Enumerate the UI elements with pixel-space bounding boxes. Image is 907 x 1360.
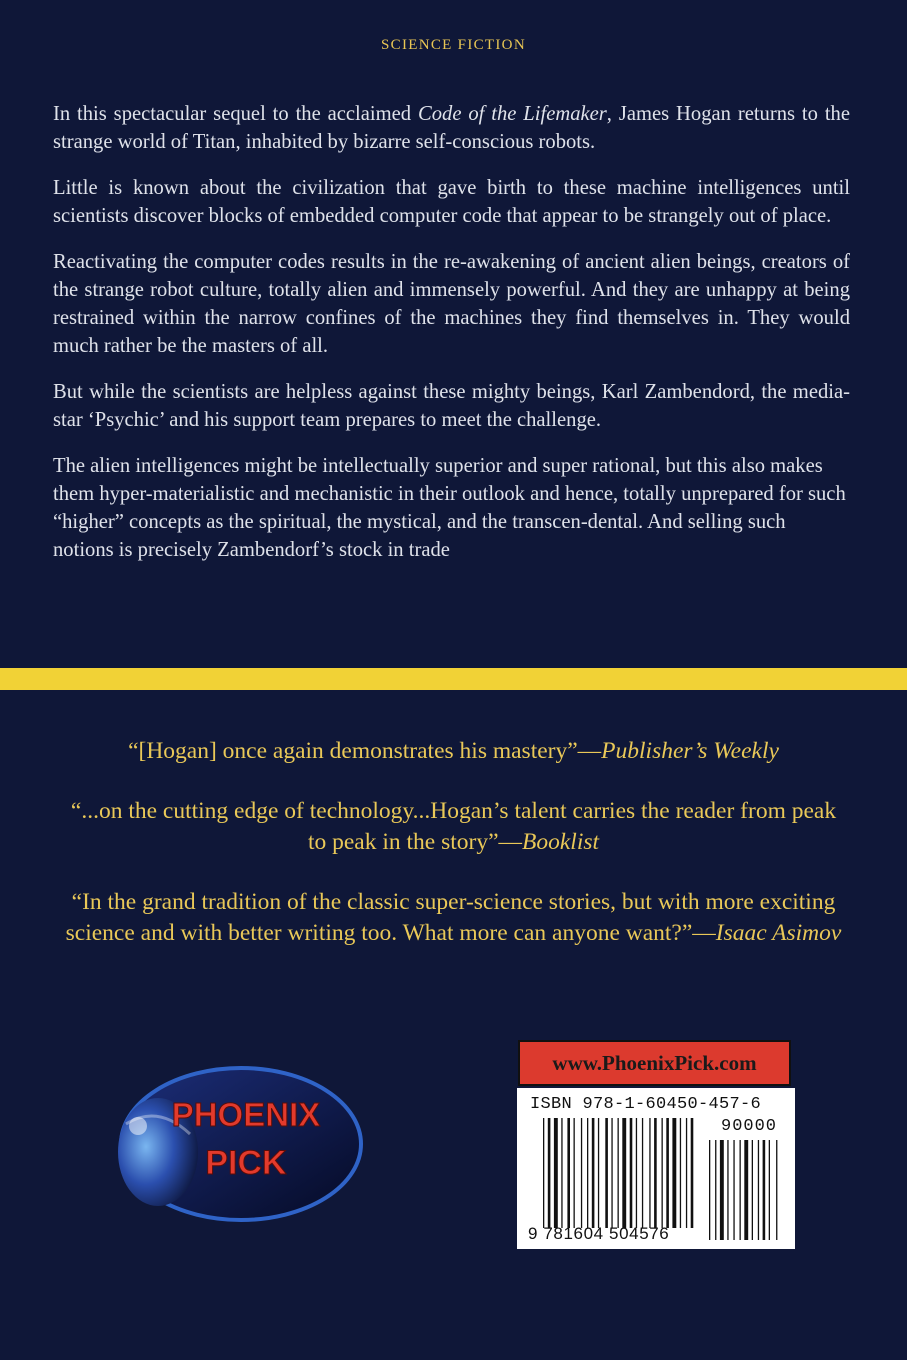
quote-source: Isaac Asimov [715, 920, 842, 946]
barcode-bar [744, 1140, 748, 1240]
publisher-url[interactable]: www.PhoenixPick.com [518, 1040, 791, 1086]
quote-source: Publisher’s Weekly [601, 738, 779, 764]
barcode-bar [622, 1118, 626, 1228]
barcode-bar [630, 1118, 633, 1228]
barcode-bar [662, 1118, 663, 1228]
barcode-bar [636, 1118, 637, 1228]
barcode-bar [740, 1140, 741, 1240]
barcode-bar [592, 1118, 595, 1228]
barcode-bar [605, 1118, 608, 1228]
barcode-bar [611, 1118, 612, 1228]
barcode-bar [752, 1140, 753, 1240]
barcode-bar [554, 1118, 558, 1228]
yellow-divider-stripe [0, 668, 907, 690]
blurb-paragraph-5: The alien intelligences might be intellectually superior and super rational, but this also makes them hyper-materialistic and mechanistic in their outlook and hence, totally unprepared for such “higher” concepts as the spiritual, the mystical, and the transcen-dental. And selling such notions is precisely Zambendorf’s stock in trade [53, 455, 846, 561]
barcode-bar [691, 1118, 694, 1228]
review-quote: “In the grand tradition of the classic super-science stories, but with more exciting science and with better writing too. What more can anyone want?”—Isaac Asimov [65, 889, 842, 946]
barcode-bar [666, 1118, 669, 1228]
barcode-bar [769, 1140, 770, 1240]
barcode-bar [672, 1118, 676, 1228]
barcode-bar [715, 1140, 716, 1240]
barcode-bar [649, 1118, 650, 1228]
logo-line-2: PICK [205, 1144, 287, 1182]
barcode-bar [758, 1140, 759, 1240]
barcode-bar [709, 1140, 710, 1240]
barcode-bar [587, 1118, 588, 1228]
review-quote: “[Hogan] once again demonstrates his mastery”—Publisher’s Weekly [128, 738, 779, 764]
blurb-paragraph-1: In this spectacular sequel to the acclaimed Code of the Lifemaker, James Hogan returns to the strange world of Titan, inhabited by bizarre self-conscious robots. [53, 103, 850, 153]
barcode-bar [574, 1118, 575, 1228]
price-code: 90000 [721, 1117, 778, 1136]
barcode-bar [642, 1118, 643, 1228]
review-quote: “...on the cutting edge of technology...Hogan’s talent carries the reader from peak to peak in the story”—Booklist [70, 798, 837, 855]
isbn-barcode [517, 1088, 795, 1249]
barcode-bar [654, 1118, 657, 1228]
quote-source: Booklist [522, 829, 600, 855]
barcode-bar [727, 1140, 728, 1240]
barcode-bar [680, 1118, 681, 1228]
genre-label: SCIENCE FICTION [381, 37, 526, 53]
barcode-bar [598, 1118, 599, 1228]
barcode-bar [561, 1118, 562, 1228]
barcode-bar [686, 1118, 687, 1228]
blurb-paragraph-2: Little is known about the civilization that gave birth to these machine intelligences until scientists discover blocks of embedded computer code that appear to be strangely out of place. [53, 177, 850, 227]
phoenix-pick-logo [118, 1064, 364, 1226]
barcode-bar [763, 1140, 766, 1240]
barcode-bar [720, 1140, 724, 1240]
blurb [53, 100, 850, 582]
barcode-bar [776, 1140, 777, 1240]
barcode-bar [548, 1118, 551, 1228]
book-title: Code of the Lifemaker [417, 103, 607, 125]
blurb-paragraph-3: Reactivating the computer codes results in the re-awakening of ancient alien beings, creators of the strange robot culture, totally alien and immensely powerful. And they are unhappy at being restrained within the narrow confines of the machines they find themselves in. They would much rather be the masters of all. [53, 251, 850, 357]
ean-digits: 9 781604 504576 [528, 1224, 670, 1243]
review-quotes [60, 736, 847, 978]
barcode-bar [567, 1118, 570, 1228]
barcode-bar [618, 1118, 619, 1228]
isbn-number: ISBN 978-1-60450-457-6 [530, 1095, 762, 1114]
barcode-bar [543, 1118, 544, 1228]
barcode-bar [733, 1140, 734, 1240]
blurb-paragraph-4: But while the scientists are helpless against these mighty beings, Karl Zambendord, the media-star ‘Psychic’ and his support team prepares to meet the challenge. [53, 381, 850, 431]
logo-line-1: PHOENIX [171, 1096, 321, 1133]
barcode-bar [581, 1118, 582, 1228]
